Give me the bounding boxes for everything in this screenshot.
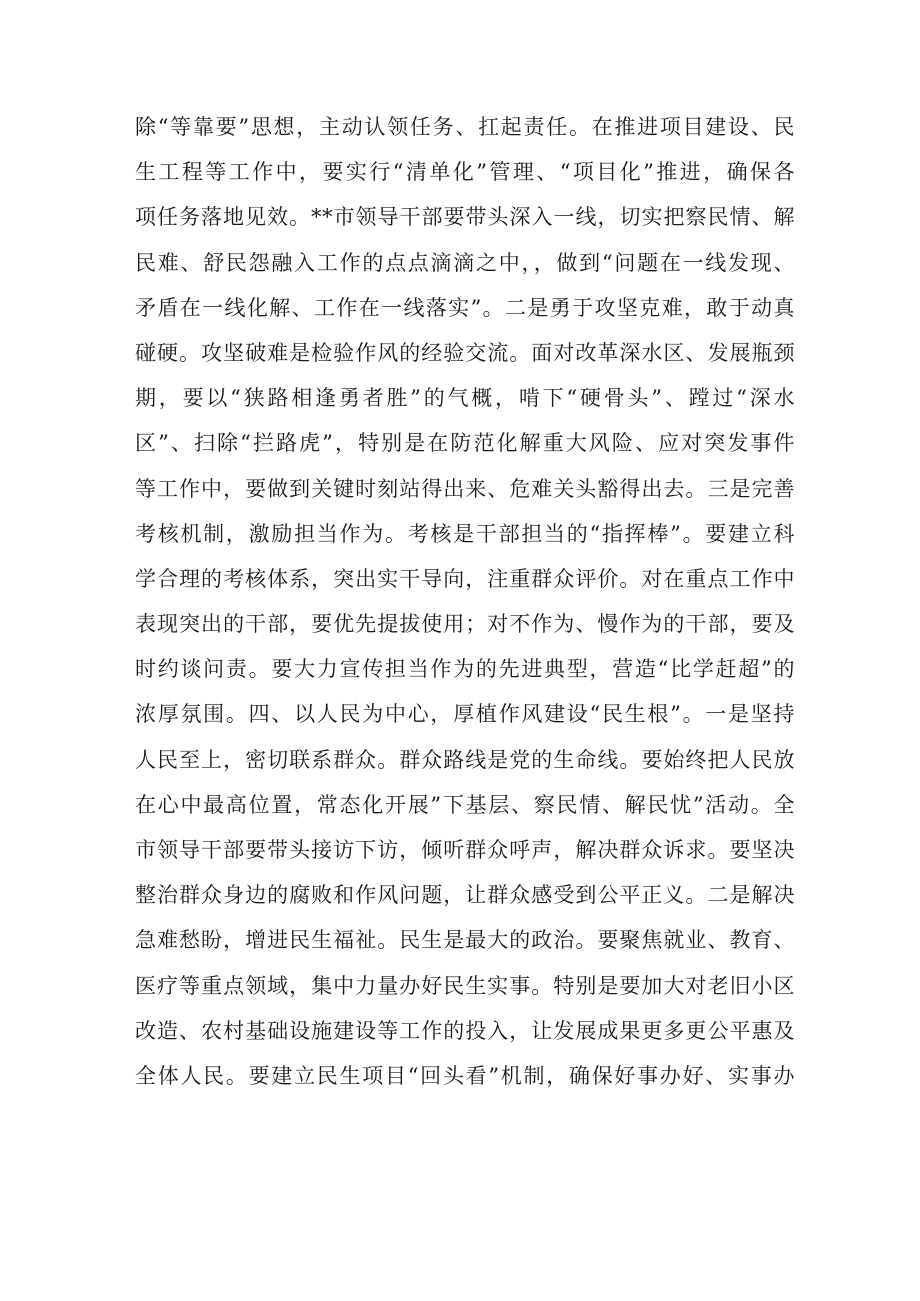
text-line-2: 生工程等工作中，要实行“清单化”管理、“项目化”推进，确保各 — [135, 160, 795, 185]
body-text — [135, 105, 795, 1099]
text-line-15: 人民至上，密切联系群众。群众路线是党的生命线。要始终把人民放 — [135, 747, 795, 772]
text-line-1: 除“等靠要”思想，主动认领任务、扛起责任。在推进项目建设、民 — [135, 115, 795, 139]
text-line-4: 民难、舒民怨融入工作的点点滴滴之中，，做到“问题在一线发现、 — [135, 250, 795, 275]
text-line-17: 市领导干部要带头接访下访，倾听群众呼声，解决群众诉求。要坚决 — [135, 838, 795, 862]
text-line-7: 期，要以“狭路相逢勇者胜”的气概，啃下“硬骨头”、蹚过“深水 — [135, 386, 795, 411]
text-line-9: 等工作中，要做到关键时刻站得出来、危难关头豁得出去。三是完善 — [135, 476, 795, 501]
text-line-13: 时约谈问责。要大力宣传担当作为的先进典型，营造“比学赶超”的 — [135, 657, 795, 682]
text-line-12: 表现突出的干部，要优先提拔使用；对不作为、慢作为的干部，要及 — [135, 612, 795, 637]
text-line-5: 矛盾在一线化解、工作在一线落实”。二是勇于攻坚克难，敢于动真 — [135, 295, 795, 320]
text-line-19: 急难愁盼，增进民生福祉。民生是最大的政治。要聚焦就业、教育、 — [135, 928, 795, 953]
text-line-6: 碰硬。攻坚破难是检验作风的经验交流。面对改革深水区、发展瓶颈 — [135, 340, 795, 365]
text-line-3: 项任务落地见效。**市领导干部要带头深入一线，切实把察民情、解 — [135, 205, 795, 230]
text-line-21: 改造、农村基础设施建设等工作的投入，让发展成果更多更公平惠及 — [135, 1018, 795, 1043]
text-line-22: 全体人民。要建立民生项目“回头看”机制，确保好事办好、实事办 — [135, 1063, 795, 1088]
text-line-10: 考核机制，激励担当作为。考核是干部担当的“指挥棒”。要建立科 — [135, 521, 795, 546]
text-line-11: 学合理的考核体系，突出实干导向，注重群众评价。对在重点工作中 — [135, 566, 795, 591]
text-line-16: 在心中最高位置，常态化开展”下基层、察民情、解民忧”活动。全 — [135, 792, 795, 817]
text-line-20: 医疗等重点领域，集中力量办好民生实事。特别是要加大对老旧小区 — [135, 973, 795, 998]
text-line-8: 区”、扫除“拦路虎”，特别是在防范化解重大风险、应对突发事件 — [135, 431, 795, 456]
text-line-14: 浓厚氛围。四、以人民为中心，厚植作风建设“民生根”。一是坚持 — [135, 702, 795, 727]
text-line-18: 整治群众身边的腐败和作风问题，让群众感受到公平正义。二是解决 — [135, 883, 795, 908]
